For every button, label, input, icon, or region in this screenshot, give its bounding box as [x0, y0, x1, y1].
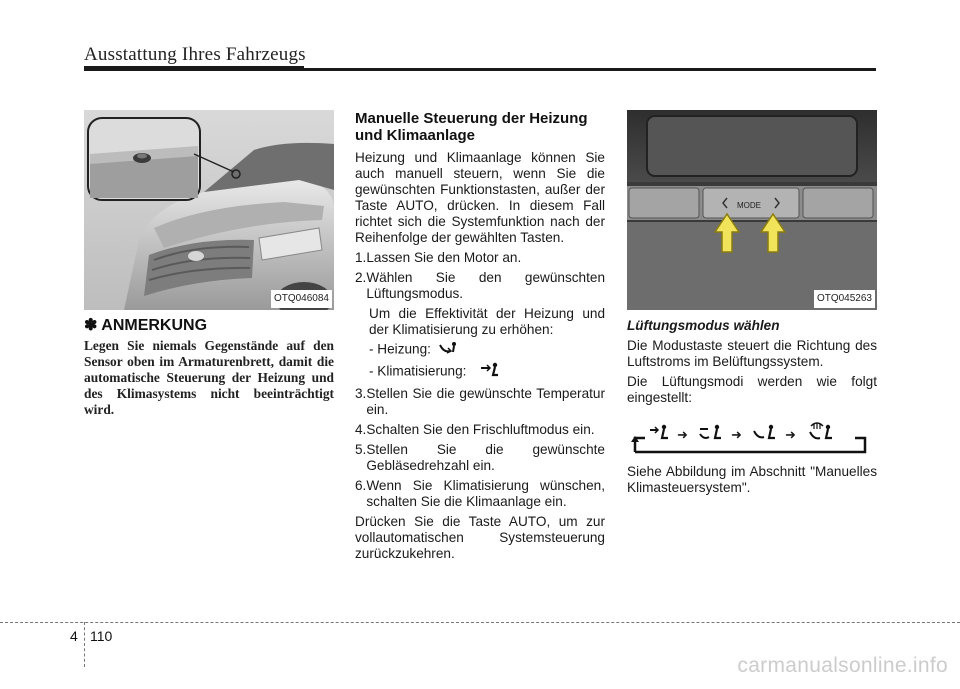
step-text: Schalten Sie den Frischluftmodus ein.: [366, 422, 595, 437]
step-item: [355, 422, 605, 438]
step-number: 4.: [355, 422, 367, 437]
paragraph: Die Modustaste steuert die Richtung des Luftstroms im Belüftungssystem.: [627, 338, 877, 369]
heating-line: [355, 341, 605, 359]
face-mode-icon: [649, 424, 671, 446]
step-number: 5.: [355, 442, 367, 457]
floor-mode-icon: [753, 424, 779, 446]
cooling-label: - Klimatisierung:: [369, 363, 467, 379]
floor-defrost-mode-icon: [807, 420, 837, 446]
chapter-number: 4: [70, 628, 78, 644]
footer-rule: [0, 622, 960, 623]
subsection-title: Lüftungsmodus wählen: [627, 318, 780, 333]
paragraph: Siehe Abbildung im Abschnitt "Manuelles Klimasteuersystem".: [627, 464, 877, 495]
step-item: [355, 270, 605, 302]
figure-code-label: OTQ046084: [271, 290, 332, 308]
bi-level-mode-icon: [699, 424, 725, 446]
car-sensor-figure: [84, 110, 334, 310]
step-item: [355, 250, 605, 266]
step-text: Lassen Sie den Motor an.: [366, 250, 522, 265]
arrow-right-icon: ➜: [677, 427, 688, 442]
step-number: 2.: [355, 270, 367, 285]
step-text: Stellen Sie die gewünschte Gebläsedrehzahl ein.: [366, 442, 605, 473]
step-number: 3.: [355, 386, 367, 401]
step-number: 1.: [355, 250, 367, 265]
car-illustration: [84, 110, 334, 310]
heating-label: - Heizung:: [369, 341, 431, 357]
note-body: Legen Sie niemals Gegenstände auf den Sensor oben im Armaturenbrett, damit die automatische Steuerung der Heizung und des Klimasystems nicht beeinträchtigt wird.: [84, 338, 334, 417]
arrow-right-icon: ➜: [731, 427, 742, 442]
left-column: [84, 110, 334, 418]
footer-divider: [84, 622, 85, 667]
header-rule: [84, 68, 876, 71]
middle-column: [355, 110, 605, 562]
mode-button-figure: [627, 110, 877, 310]
watermark-text: carmanualsonline.info: [737, 654, 948, 677]
floor-vent-icon: [438, 341, 458, 359]
face-vent-icon: [480, 362, 500, 382]
step-note: Um die Effektivität der Heizung und der Klimatisierung zu erhöhen:: [369, 306, 605, 337]
mode-sequence-diagram: [627, 424, 873, 454]
step-number: 6.: [355, 478, 367, 493]
section-title: Manuelle Steuerung der Heizung und Klimaanlage: [355, 110, 588, 144]
figure-code-label: OTQ045263: [814, 290, 875, 308]
step-text: Wenn Sie Klimatisierung wünschen, schalten Sie die Klimaanlage ein.: [366, 478, 605, 509]
step-text: Wählen Sie den gewünschten Lüftungsmodus.: [366, 270, 605, 301]
note-title: ✽ ANMERKUNG: [84, 317, 208, 334]
right-column: [627, 110, 877, 496]
mode-button-label: MODE: [737, 201, 761, 210]
step-text: Stellen Sie die gewünschte Temperatur ein.: [366, 386, 605, 417]
step-item: [355, 386, 605, 418]
outro-paragraph: Drücken Sie die Taste AUTO, um zur vollautomatischen Systemsteuerung zurückzukehren.: [355, 514, 605, 561]
cooling-line: [355, 362, 605, 382]
step-item: [355, 442, 605, 474]
page-header-title: Ausstattung Ihres Fahrzeugs: [84, 44, 306, 65]
paragraph: Die Lüftungsmodi werden wie folgt eingestellt:: [627, 374, 877, 405]
step-item: [355, 478, 605, 510]
arrow-right-icon: ➜: [785, 427, 796, 442]
intro-paragraph: Heizung und Klimaanlage können Sie auch manuell steuern, wenn Sie die gewünschten Funktionstasten, außer der Taste AUTO, drücken. In diesem Fall richtet sich die Systemfunktion nach der Reihenfolge der gewählten Tasten.: [355, 150, 605, 245]
page-number: 110: [90, 628, 113, 644]
